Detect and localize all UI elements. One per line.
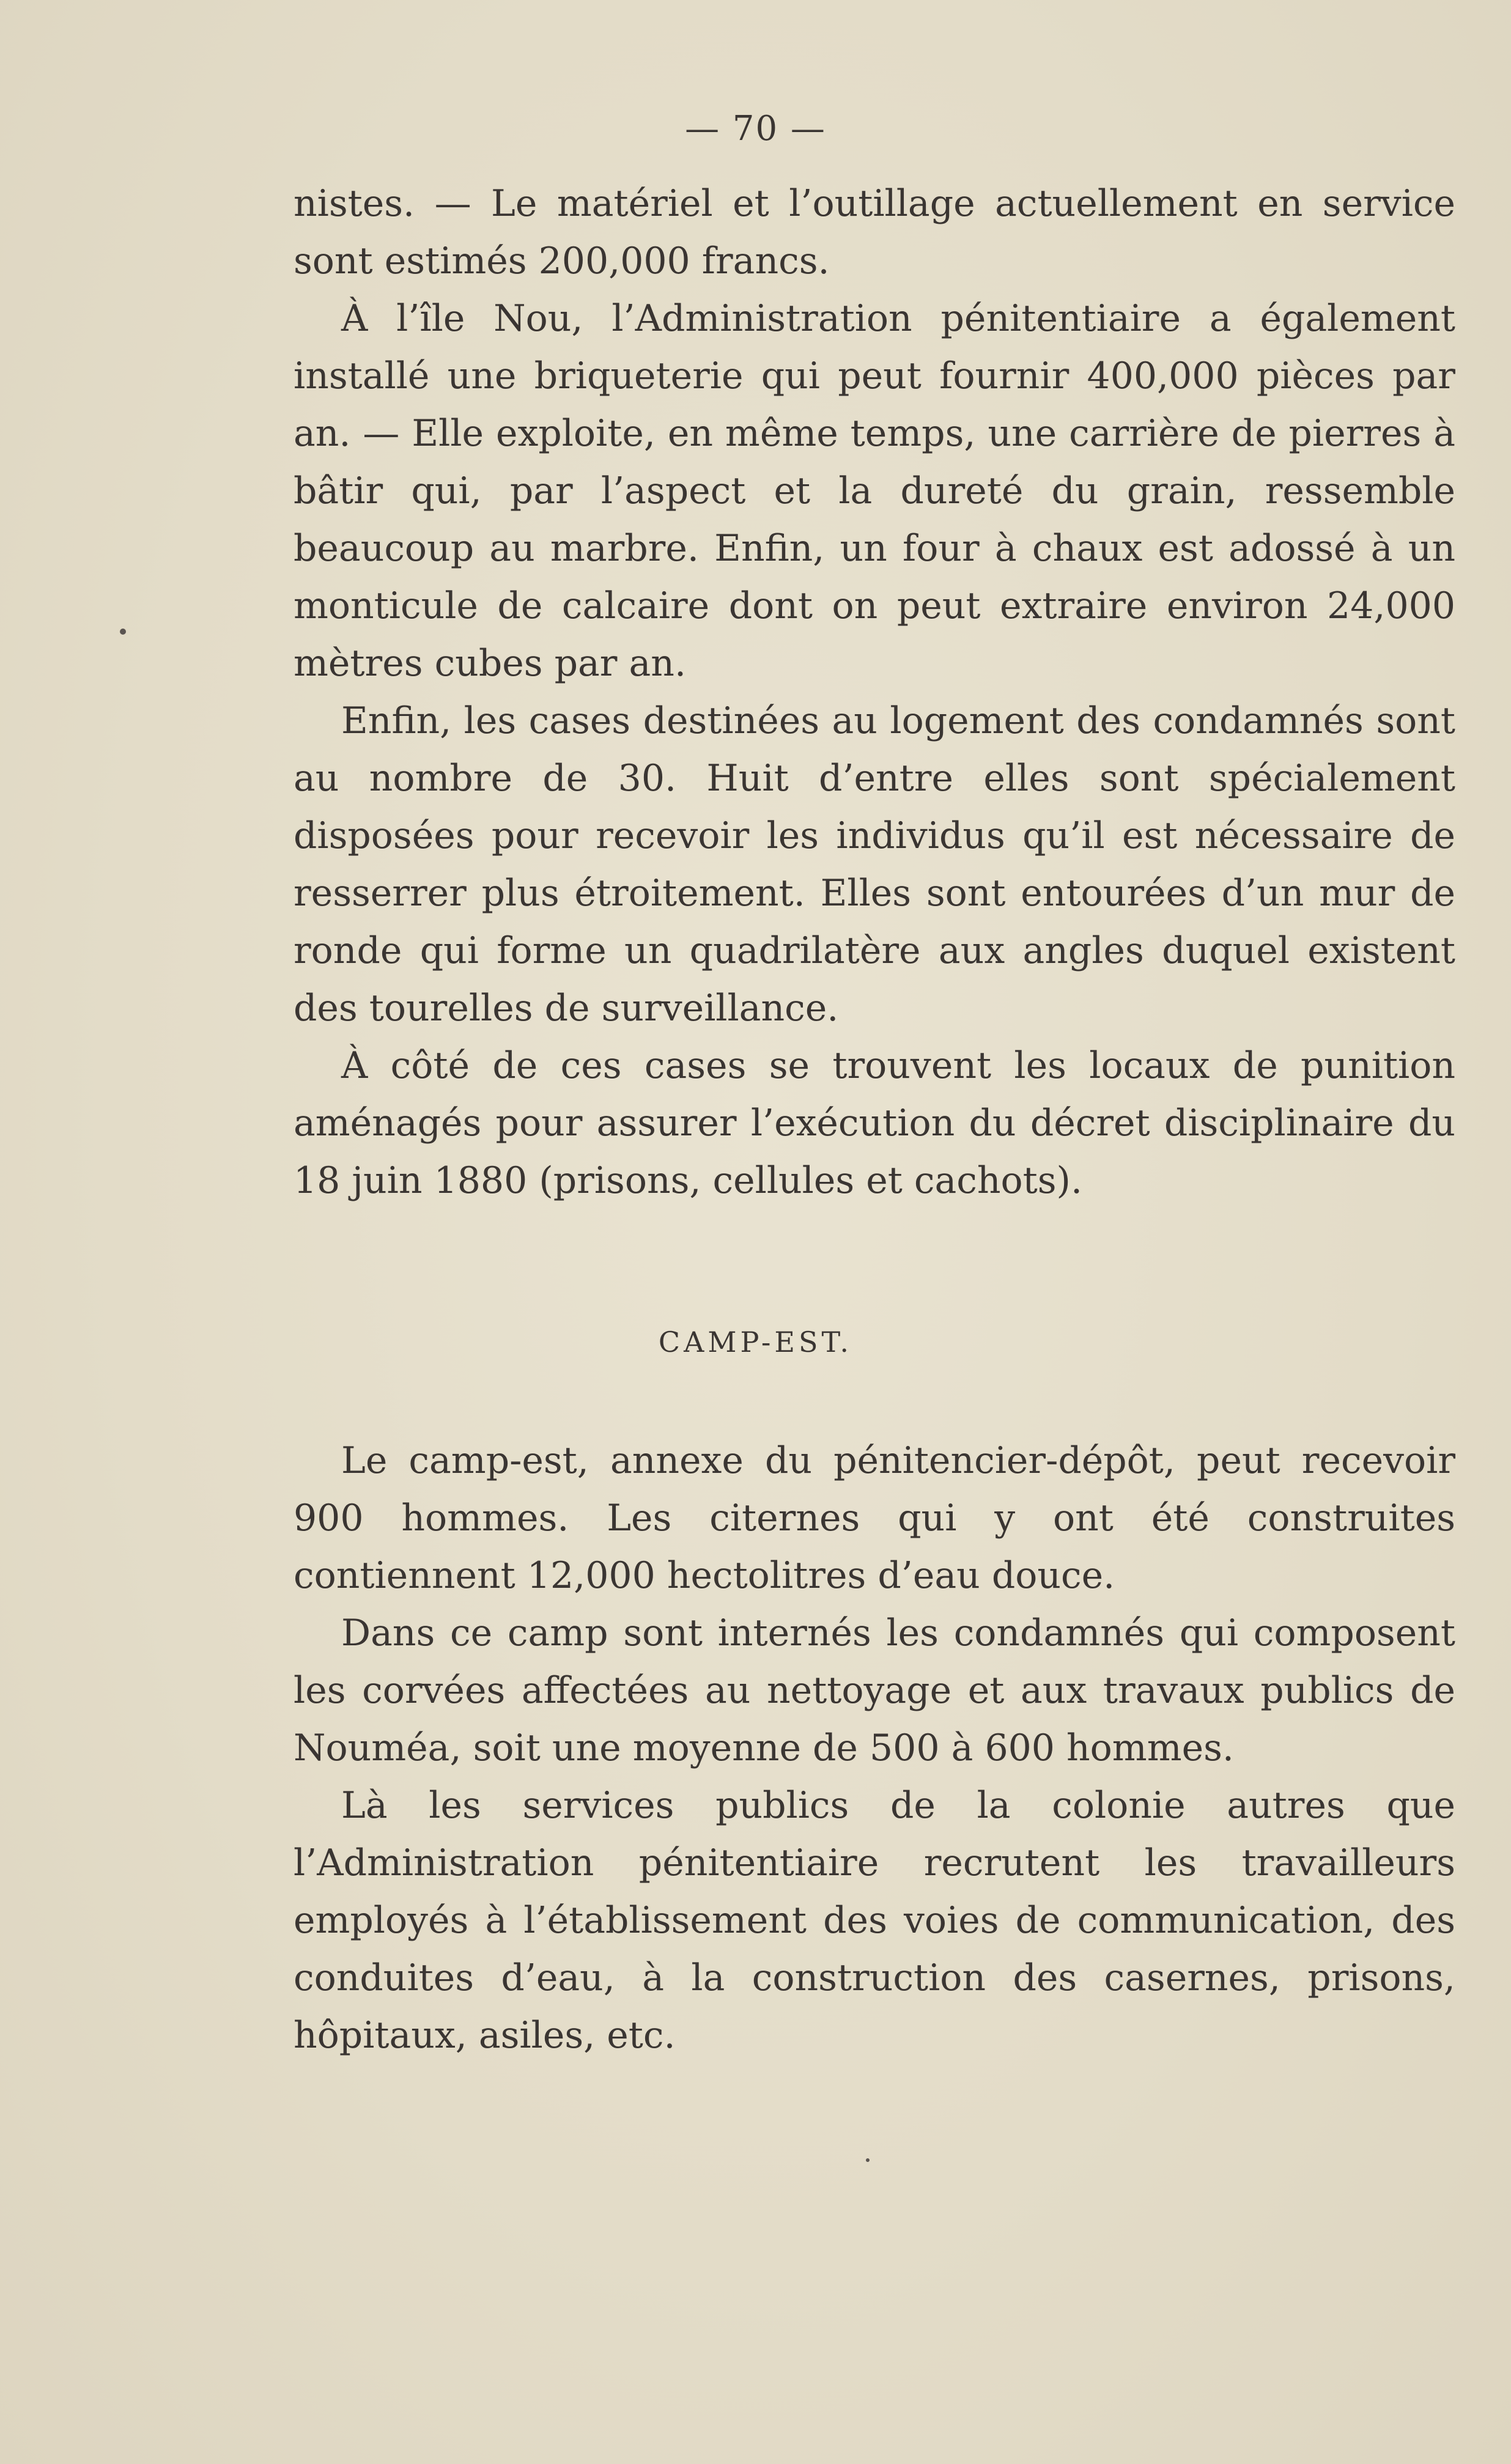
ink-speck: [866, 2158, 870, 2162]
ink-speck: [120, 629, 126, 635]
paragraph: Dans ce camp sont internés les condamnés qui composent les corvées affectées au nettoyage et aux travaux publics de Nouméa, soit une moyenne de 500 à 600 hommes.: [294, 1612, 1455, 1769]
paragraph: Le camp-est, annexe du pénitencier-dépôt, peut recevoir 900 hommes. Les citernes qui y ont été construites contiennent 12,000 hectolitres d’eau douce.: [294, 1439, 1455, 1597]
section-heading: CAMP-EST.: [658, 1326, 853, 1359]
paragraph: nistes. — Le matériel et l’outillage actuellement en service sont estimés 200,000 francs.: [294, 182, 1455, 282]
paragraph: Enfin, les cases destinées au logement des condamnés sont au nombre de 30. Huit d’entre elles sont spécialement disposées pour recevoir les individus qu’il est nécessaire de resserrer plus étroitement. Elles sont entourées d’un mur de ronde qui forme un quadrilatère aux angles duquel existent des tourelles de surveillance.: [294, 699, 1455, 1030]
paragraph: À côté de ces cases se trouvent les locaux de punition aménagés pour assurer l’exécution du décret disciplinaire du 18 juin 1880 (prisons, cellules et cachots).: [294, 1044, 1455, 1202]
top-section: [294, 175, 1455, 1209]
paragraph: À l’île Nou, l’Administration pénitentiaire a également installé une briqueterie qui peut fournir 400,000 pièces par an. — Elle exploite, en même temps, une carrière de pierres à bâtir qui, par l’aspect et la dureté du grain, ressemble beaucoup au marbre. Enfin, un four à chaux est adossé à un monticule de calcaire dont on peut extraire environ 24,000 mètres cubes par an.: [294, 297, 1455, 685]
camp-est-section: [294, 1432, 1455, 2064]
paragraph: Là les services publics de la colonie autres que l’Administration pénitentiaire recrutent les travailleurs employés à l’établissement des voies de communication, des conduites d’eau, à la construction des casernes, prisons, hôpitaux, asiles, etc.: [294, 1784, 1455, 2057]
page-number: — 70 —: [685, 109, 826, 149]
